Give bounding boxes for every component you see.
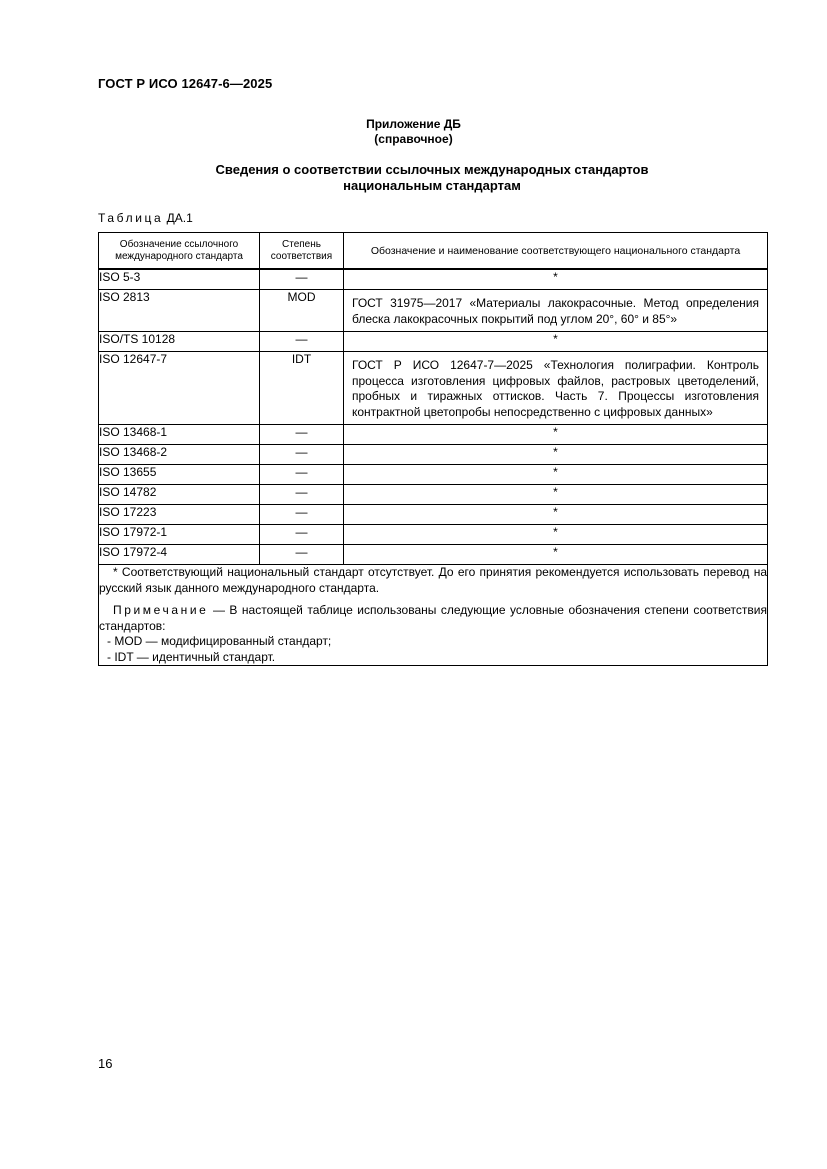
cell-national: *	[344, 545, 768, 565]
cell-national: *	[344, 505, 768, 525]
cell-national: *	[344, 332, 768, 352]
note	[99, 603, 767, 634]
table-row	[99, 352, 768, 425]
document-code: ГОСТ Р ИСО 12647-6—2025	[98, 76, 273, 91]
annex-type: (справочное)	[374, 132, 453, 146]
cell-designation: ISO 13655	[99, 465, 260, 485]
header-national-standard: Обозначение и наименование соответствующего национального стандарта	[344, 233, 768, 270]
table-row	[99, 485, 768, 505]
table-notes-row	[99, 565, 768, 666]
page-number: 16	[98, 1056, 113, 1071]
cell-degree: —	[260, 465, 344, 485]
cell-degree: —	[260, 485, 344, 505]
cell-national: ГОСТ Р ИСО 12647-7—2025 «Технология полиграфии. Контроль процесса изготовления цифровых файлов, растровых цветоделений, пробных и тиражных оттисков. Часть 7. Процессы изготовления контрактной цветопробы непосредственно с цифровых данных»	[344, 352, 768, 425]
cell-designation: ISO 14782	[99, 485, 260, 505]
cell-designation: ISO 2813	[99, 290, 260, 332]
header-designation-line2: международного стандарта	[115, 250, 243, 262]
annex-title-line2: национальным стандартам	[343, 178, 521, 193]
cell-designation: ISO/TS 10128	[99, 332, 260, 352]
cell-designation: ISO 17972-4	[99, 545, 260, 565]
cell-degree: MOD	[260, 290, 344, 332]
table-row	[99, 525, 768, 545]
cell-degree: —	[260, 425, 344, 445]
annex-title	[98, 162, 766, 194]
header-designation-line1: Обозначение ссылочного	[119, 238, 239, 250]
table-row	[99, 445, 768, 465]
cell-degree: —	[260, 545, 344, 565]
cell-national: ГОСТ 31975—2017 «Материалы лакокрасочные. Метод определения блеска лакокрасочных покрытий под углом 20°, 60° и 85°»	[344, 290, 768, 332]
header-degree-line1: Степень	[282, 238, 321, 250]
table-row	[99, 425, 768, 445]
cell-degree: —	[260, 445, 344, 465]
cell-national: *	[344, 445, 768, 465]
table-caption-word: Таблица	[98, 211, 164, 225]
header-designation	[99, 233, 260, 270]
table-row	[99, 269, 768, 290]
cell-degree: —	[260, 525, 344, 545]
footnote: * Соответствующий национальный стандарт отсутствует. До его принятия рекомендуется использовать перевод на русский язык данного международного стандарта.	[99, 565, 767, 595]
header-degree	[260, 233, 344, 270]
cell-designation: ISO 12647-7	[99, 352, 260, 425]
table-header-row	[99, 233, 768, 270]
legend-item-mod: - MOD — модифицированный стандарт;	[107, 634, 332, 648]
table-row	[99, 332, 768, 352]
annex-heading	[0, 117, 827, 147]
cell-national: *	[344, 269, 768, 290]
cell-degree: —	[260, 332, 344, 352]
table-row	[99, 505, 768, 525]
table-caption-number: ДА.1	[166, 211, 193, 225]
cell-designation: ISO 5-3	[99, 269, 260, 290]
cell-designation: ISO 13468-1	[99, 425, 260, 445]
table-row	[99, 465, 768, 485]
correspondence-table	[98, 232, 768, 666]
cell-national: *	[344, 485, 768, 505]
cell-national: *	[344, 425, 768, 445]
cell-designation: ISO 17972-1	[99, 525, 260, 545]
cell-designation: ISO 17223	[99, 505, 260, 525]
annex-label: Приложение ДБ	[366, 117, 461, 131]
header-degree-line2: соответствия	[270, 250, 333, 262]
cell-designation: ISO 13468-2	[99, 445, 260, 465]
table-notes	[99, 565, 768, 666]
table-row	[99, 290, 768, 332]
table-caption	[98, 211, 193, 225]
note-word: Примечание	[113, 603, 209, 617]
cell-national: *	[344, 525, 768, 545]
note-text: — В настоящей таблице использованы следующие условные обозначения степени соответствия стандартов:	[99, 603, 767, 633]
annex-title-line1: Сведения о соответствии ссылочных международных стандартов	[215, 162, 649, 177]
legend-item-idt: - IDT — идентичный стандарт.	[107, 649, 276, 664]
cell-degree: —	[260, 505, 344, 525]
cell-degree: IDT	[260, 352, 344, 425]
table-row	[99, 545, 768, 565]
cell-degree: —	[260, 269, 344, 290]
cell-national: *	[344, 465, 768, 485]
